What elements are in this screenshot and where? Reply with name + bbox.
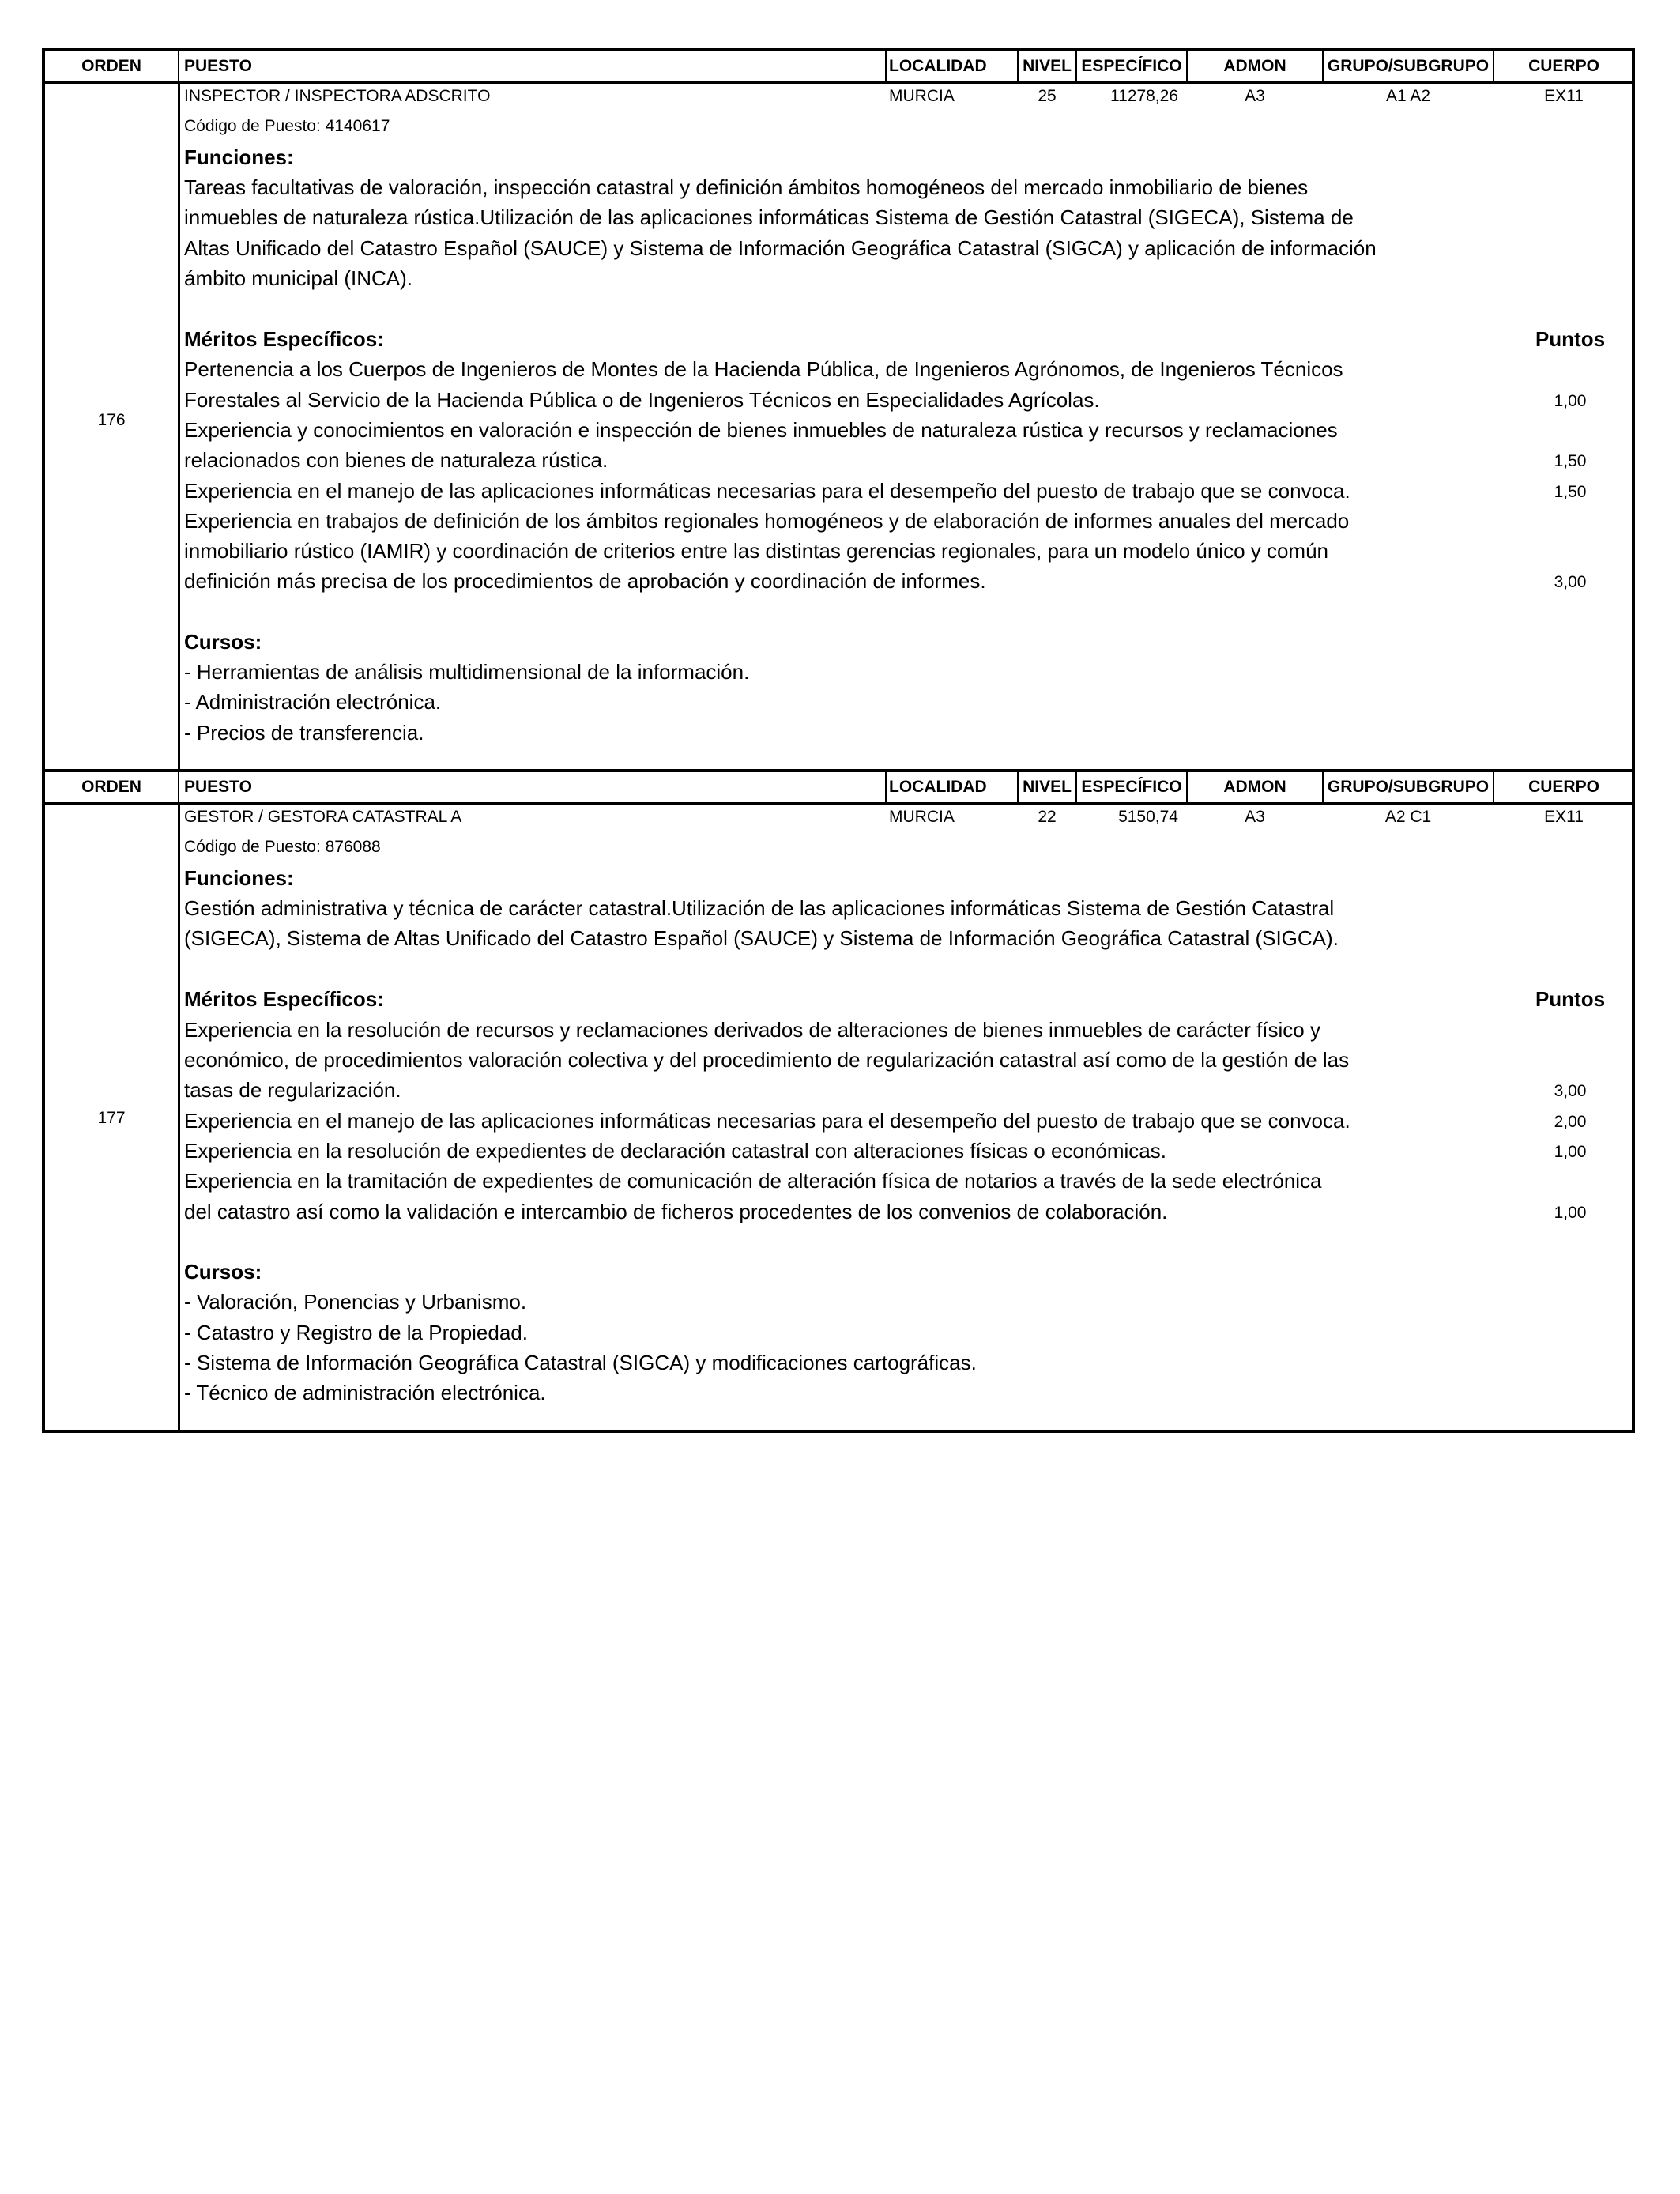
merito-line: Forestales al Servicio de la Hacienda Pública o de Ingenieros Técnicos en Especialidades Agrícolas. [184,388,1100,412]
admon: A3 [1245,808,1265,826]
merito-line: Pertenencia a los Cuerpos de Ingenieros de Montes de la Hacienda Pública, de Ingenieros Agrónomos, de Ingenieros Técnicos [184,357,1343,381]
merito-points: 1,00 [1554,1143,1587,1161]
funciones-label: Funciones: [184,866,294,890]
merito-line: Experiencia y conocimientos en valoración e inspección de bienes inmuebles de naturaleza rústica y recursos y reclamaciones [184,418,1338,442]
nivel: 22 [1038,808,1057,826]
curso-line: - Valoración, Ponencias y Urbanismo. [184,1290,527,1314]
funciones-label: Funciones: [184,145,294,169]
nivel: 25 [1038,87,1057,105]
header-admon: ADMON [1223,778,1286,796]
funciones-line: (SIGECA), Sistema de Altas Unificado del Catastro Español (SAUCE) y Sistema de Información Geográfica Catastral (SIGCA). [184,926,1339,950]
puntos-label: Puntos [1535,987,1606,1011]
header-orden: ORDEN [81,778,141,796]
cuerpo: EX11 [1544,808,1584,826]
grupo: A2 C1 [1384,808,1432,826]
merito-line: definición más precisa de los procedimientos de aprobación y coordinación de informes. [184,569,986,593]
position-body [45,84,1632,772]
order-number: 176 [97,411,126,429]
merito-line: Experiencia en trabajos de definición de los ámbitos regionales homogéneos y de elaboración de informes anuales del mercado [184,509,1350,533]
cursos-label: Cursos: [184,630,262,654]
merito-line: Experiencia en la resolución de recursos y reclamaciones derivados de alteraciones de bienes inmuebles de carácter físico y [184,1018,1320,1042]
curso-line: - Precios de transferencia. [184,721,424,745]
merito-points: 3,00 [1554,573,1587,591]
header-grupo: GRUPO/SUBGRUPO [1327,57,1490,75]
codigo-puesto: Código de Puesto: 4140617 [184,117,390,135]
funciones-line: Gestión administrativa y técnica de carácter catastral.Utilización de las aplicaciones informáticas Sistema de Gestión Catastral [184,896,1335,920]
merito-points: 2,00 [1554,1113,1587,1131]
merito-line: del catastro así como la validación e intercambio de ficheros procedentes de los convenios de colaboración. [184,1200,1168,1223]
header-especifico: ESPECÍFICO [1081,57,1182,75]
merito-line: tasas de regularización. [184,1078,401,1102]
funciones-line: Altas Unificado del Catastro Español (SAUCE) y Sistema de Información Geográfica Catastral (SIGCA) y aplicación de información [184,236,1377,260]
puesto-name: GESTOR / GESTORA CATASTRAL A [184,808,462,826]
meritos-label: Méritos Específicos: [184,327,384,351]
funciones-line: ámbito municipal (INCA). [184,266,412,290]
merito-points: 1,50 [1554,483,1587,501]
header-nivel: NIVEL [1023,57,1072,75]
header-nivel: NIVEL [1023,778,1072,796]
curso-line: - Catastro y Registro de la Propiedad. [184,1321,528,1344]
position-block-177 [42,769,1635,1433]
curso-line: - Administración electrónica. [184,690,442,714]
merito-line: relacionados con bienes de naturaleza rústica. [184,448,608,472]
admon: A3 [1245,87,1265,105]
header-cuerpo: CUERPO [1528,778,1599,796]
merito-line: Experiencia en el manejo de las aplicaciones informáticas necesarias para el desempeño del puesto de trabajo que se convoca. [184,1109,1350,1133]
curso-line: - Herramientas de análisis multidimensional de la información. [184,660,750,684]
header-puesto: PUESTO [184,57,252,75]
order-number: 177 [97,1109,126,1127]
merito-points: 3,00 [1554,1082,1587,1100]
position-body [45,805,1632,1433]
header-puesto: PUESTO [184,778,252,796]
header-cuerpo: CUERPO [1528,57,1599,75]
curso-line: - Sistema de Información Geográfica Catastral (SIGCA) y modificaciones cartográficas. [184,1351,977,1374]
header-admon: ADMON [1223,57,1286,75]
table-header [45,51,1632,84]
curso-line: - Técnico de administración electrónica. [184,1381,546,1404]
cursos-label: Cursos: [184,1260,262,1284]
cuerpo: EX11 [1544,87,1584,105]
meritos-label: Méritos Específicos: [184,987,384,1011]
merito-line: inmobiliario rústico (IAMIR) y coordinación de criterios entre las distintas gerencias regionales, para un modelo único y común [184,539,1329,563]
especifico: 11278,26 [1109,87,1178,105]
header-orden: ORDEN [81,57,141,75]
merito-line: Experiencia en el manejo de las aplicaciones informáticas necesarias para el desempeño del puesto de trabajo que se convoca. [184,479,1350,503]
position-block-176 [42,48,1635,772]
header-especifico: ESPECÍFICO [1081,778,1182,796]
merito-points: 1,00 [1554,1204,1587,1222]
localidad: MURCIA [889,808,955,826]
localidad: MURCIA [889,87,955,105]
codigo-puesto: Código de Puesto: 876088 [184,838,381,856]
merito-points: 1,00 [1554,392,1587,410]
funciones-line: Tareas facultativas de valoración, inspección catastral y definición ámbitos homogéneos del mercado inmobiliario de bienes [184,175,1309,199]
puesto-name: INSPECTOR / INSPECTORA ADSCRITO [184,87,491,105]
grupo: A1 A2 [1385,87,1431,105]
merito-line: Experiencia en la tramitación de expedientes de comunicación de alteración física de notarios a través de la sede electrónica [184,1169,1322,1193]
funciones-line: inmuebles de naturaleza rústica.Utilización de las aplicaciones informáticas Sistema de Gestión Catastral (SIGECA), Sistema de [184,205,1354,229]
merito-line: económico, de procedimientos valoración colectiva y del procedimiento de regularización catastral así como de la gestión de las [184,1048,1350,1072]
header-localidad: LOCALIDAD [889,778,987,796]
header-grupo: GRUPO/SUBGRUPO [1327,778,1490,796]
merito-points: 1,50 [1554,452,1587,470]
header-localidad: LOCALIDAD [889,57,987,75]
merito-line: Experiencia en la resolución de expedientes de declaración catastral con alteraciones físicas o económicas. [184,1139,1166,1163]
table-header [45,772,1632,805]
especifico: 5150,74 [1118,808,1178,826]
puntos-label: Puntos [1535,327,1606,351]
